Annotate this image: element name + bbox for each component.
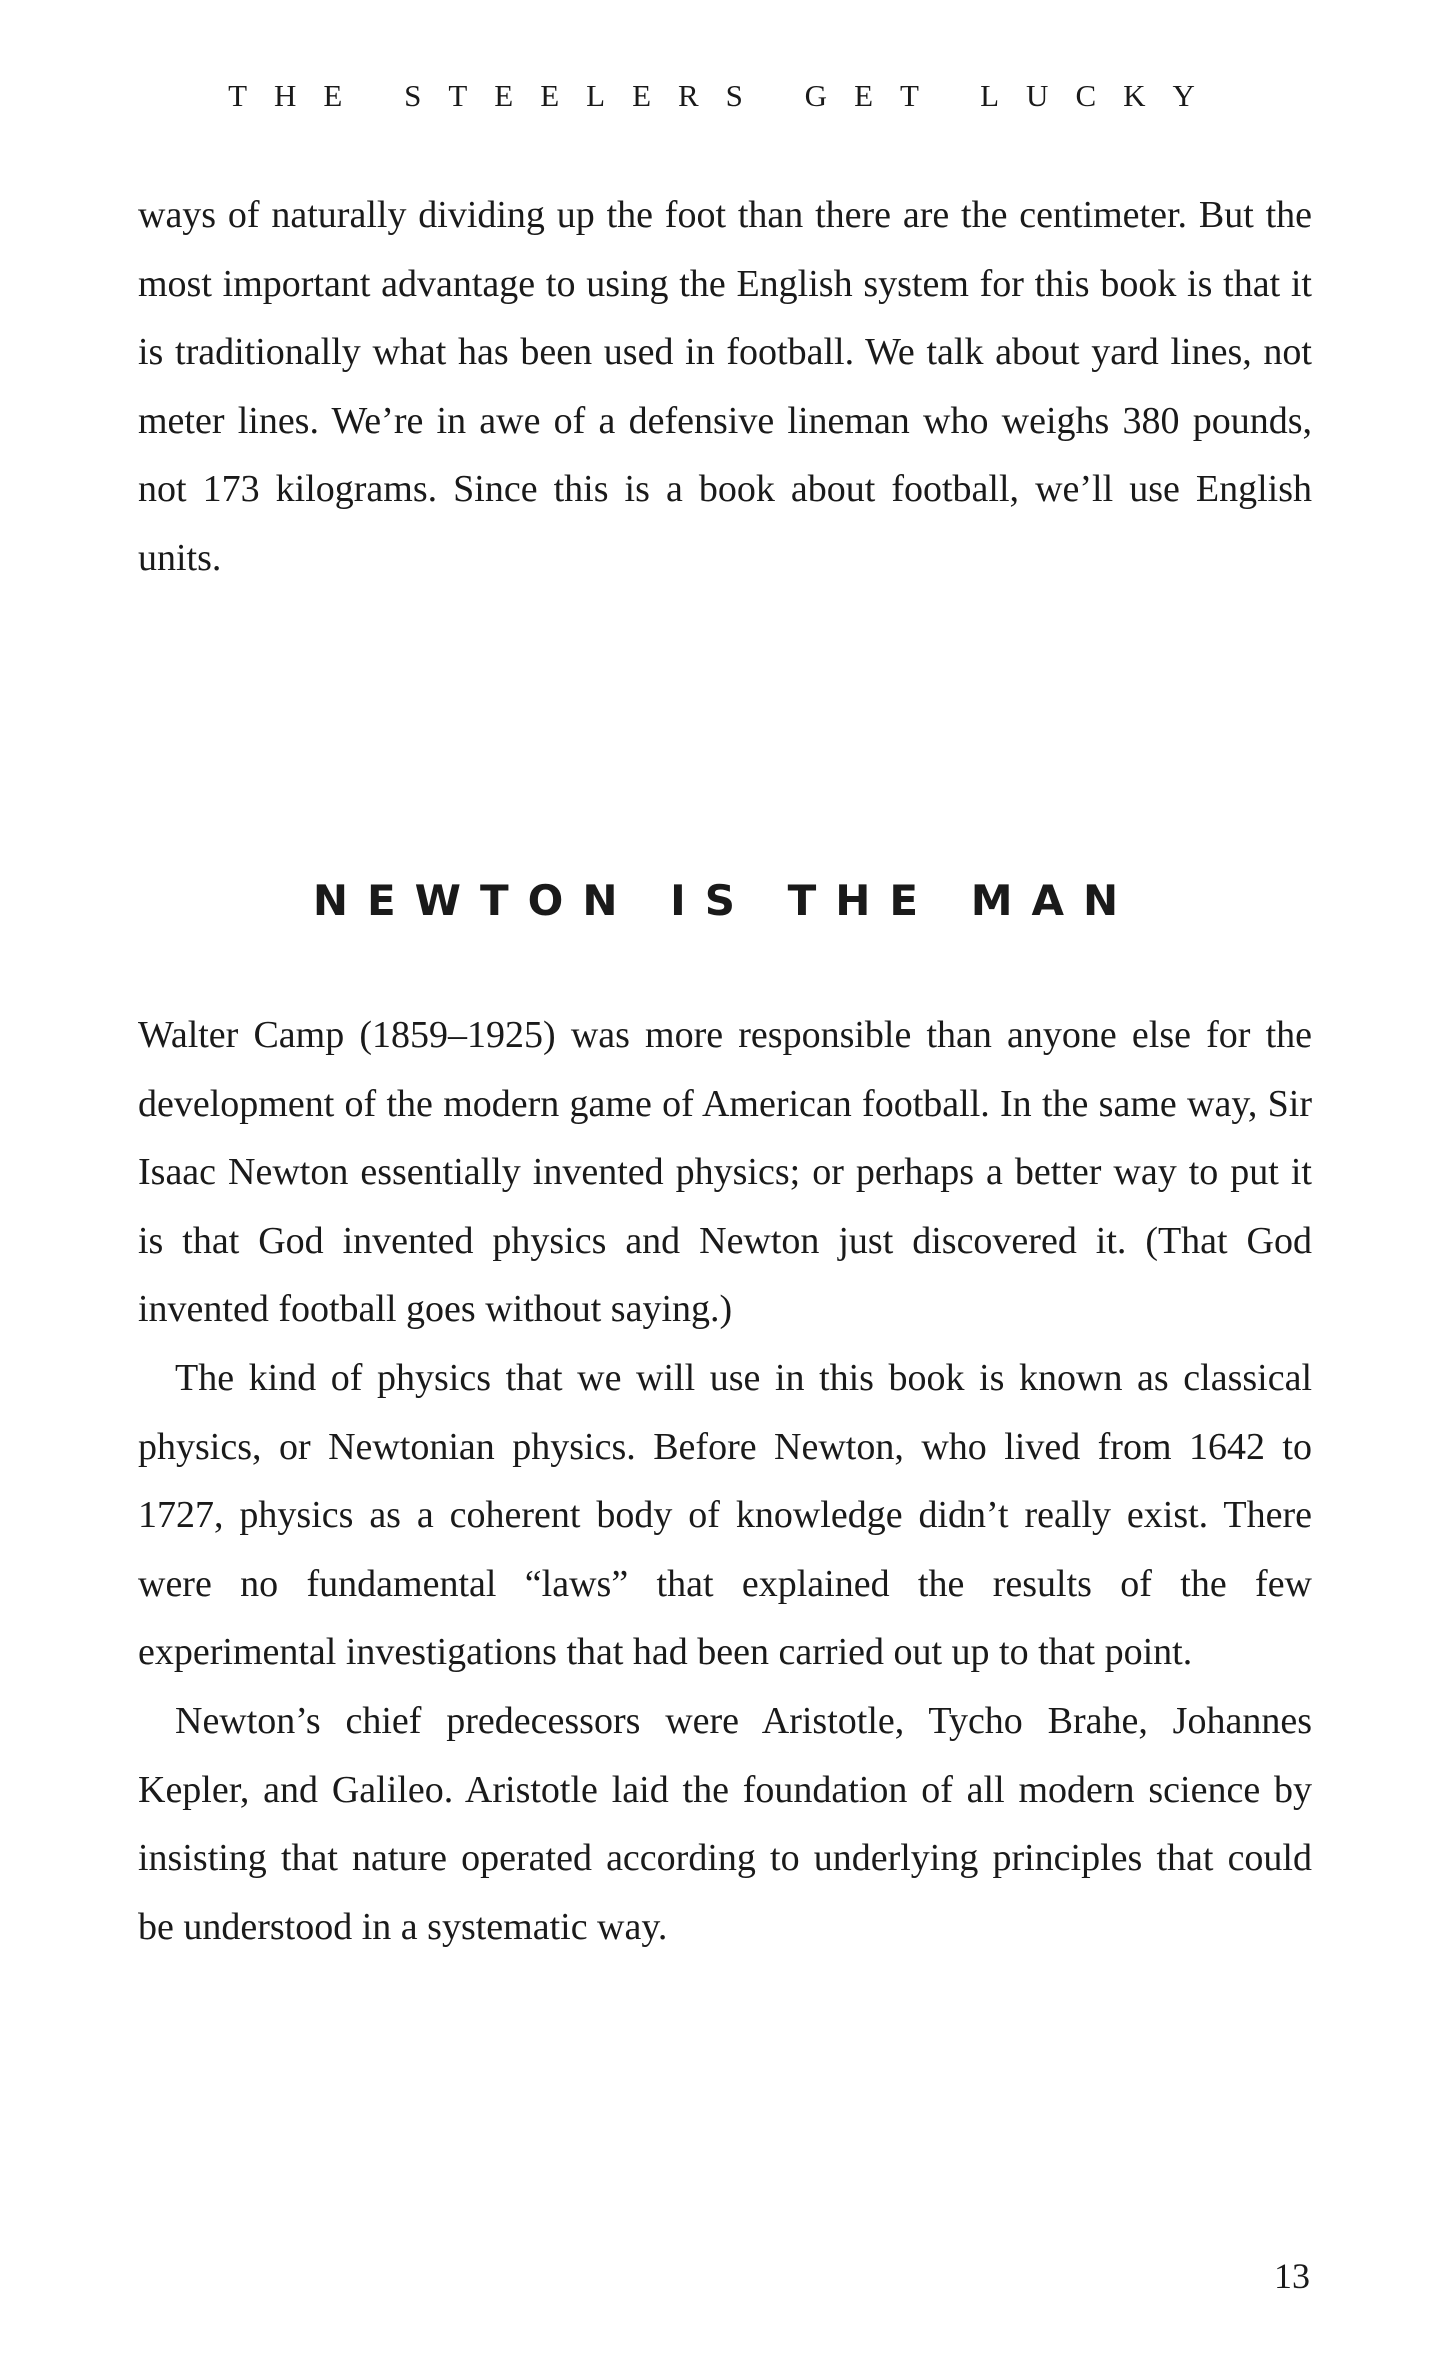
section-heading: NEWTON IS THE MAN — [312, 876, 1138, 925]
body-paragraph-2: The kind of physics that we will use in this book is known as classical physics, or Newtonian physics. Before Newton, who lived from 1642 to 1727, physics as a coherent body of knowledge didn’t really exist. There were no fundamental “laws” that explained the results of the few experimental investigations that had been carried out up to that point. — [138, 1356, 1312, 1674]
body-paragraph-3: Newton’s chief predecessors were Aristotle, Tycho Brahe, Johannes Kepler, and Galileo. Aristotle laid the foundation of all modern science by insisting that nature operated according to underlying principles that could be understood in a systematic way. — [138, 1699, 1312, 1948]
running-head: THE STEELERS GET LUCKY — [228, 78, 1222, 113]
intro-text-block — [138, 181, 1312, 593]
page-number: 13 — [1274, 2256, 1310, 2296]
body-paragraph-1: Walter Camp (1859–1925) was more responsible than anyone else for the development of the modern game of American football. In the same way, Sir Isaac Newton essentially invented physics; or perhaps a better way to put it is that God invented physics and Newton just discovered it. (That God invented football goes without saying.) — [138, 1014, 1312, 1331]
section-body — [138, 1001, 1312, 1961]
intro-paragraph: ways of naturally dividing up the foot than there are the centimeter. But the most important advantage to using the English system for this book is that it is traditionally what has been used in football. We talk about yard lines, not meter lines. We’re in awe of a defensive lineman who weighs 380 pounds, not 173 kilograms. Since this is a book about football, we’ll use English units. — [138, 194, 1312, 579]
